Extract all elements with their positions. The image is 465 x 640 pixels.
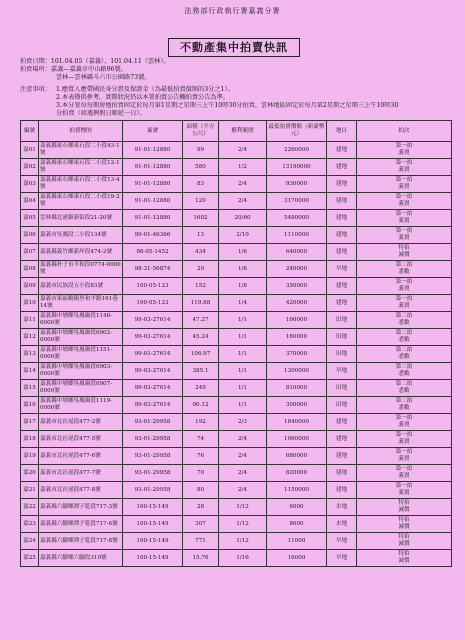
cell-id: 嘉20 (21, 465, 39, 482)
table-header-row (21, 121, 452, 142)
note-3: 3.本分署每每期房地拍賣固定於每月第1星期之星期三上午10時30分拍賣，雲林地區固定於每月第2星期之星期三上午10時30 (56, 102, 399, 109)
cell-area: 434 (183, 244, 219, 261)
cell-land-type: 田地 (327, 397, 357, 414)
cell-case-no: 99-01-46366 (123, 227, 183, 244)
table-row (21, 142, 452, 159)
cell-min-price: 820000 (267, 465, 327, 482)
table-row (21, 261, 452, 278)
cell-case-no: 100-15-149 (123, 533, 183, 550)
auction-table (20, 120, 452, 567)
cell-case-no: 93-01-29958 (123, 482, 183, 499)
cell-id: 嘉06 (21, 227, 39, 244)
cell-min-price: 680000 (267, 448, 327, 465)
cell-min-price: 13190000 (267, 159, 327, 176)
cell-id: 嘉18 (21, 431, 39, 448)
cell-land-type: 水地 (327, 499, 357, 516)
cell-min-price: 370000 (267, 346, 327, 363)
cell-case-no: 93-01-29958 (123, 465, 183, 482)
cell-land-type: 建地 (327, 159, 357, 176)
cell-id: 嘉07 (21, 244, 39, 261)
table-row (21, 210, 452, 227)
cell-land-type: 建地 (327, 176, 357, 193)
cell-round: 特拍 減價 (357, 499, 452, 516)
cell-land-type: 建地 (327, 278, 357, 295)
cell-property: 嘉義縣朴子市平和段0774-0000號 (39, 261, 123, 278)
cell-case-no: 98-05-1452 (123, 244, 183, 261)
cell-property: 嘉義縣六腳鄉潭子乾段717-6號 (39, 516, 123, 533)
cell-id: 嘉23 (21, 516, 39, 533)
cell-property: 嘉義縣六腳鄉潭子乾段717-8號 (39, 533, 123, 550)
cell-case-no: 91-01-12880 (123, 193, 183, 210)
cell-case-no: 100-05-123 (123, 278, 183, 295)
cell-land-type: 建地 (327, 414, 357, 431)
cell-area: 15.76 (183, 550, 219, 567)
cell-land-type: 田地 (327, 312, 357, 329)
cell-min-price: 640000 (267, 244, 327, 261)
auction-date: 拍賣日期：101.04.05（嘉義）、101.04.11（雲林）。 (20, 58, 170, 65)
cell-min-price: 5480000 (267, 210, 327, 227)
cell-land-type: 旱地 (327, 261, 357, 278)
cell-area: 580 (183, 159, 219, 176)
cell-land-type: 建地 (327, 482, 357, 499)
cell-case-no: 98-31-56874 (123, 261, 183, 278)
cell-area: 74 (183, 431, 219, 448)
cell-property: 嘉義市北社尾段477-2號 (39, 414, 123, 431)
cell-min-price: 420000 (267, 295, 327, 312)
header-rights: 權利範圍 (219, 121, 267, 142)
cell-rights: 1/12 (219, 516, 267, 533)
table-row (21, 482, 452, 499)
cell-land-type: 建地 (327, 431, 357, 448)
cell-id: 嘉04 (21, 193, 39, 210)
cell-area: 771 (183, 533, 219, 550)
cell-min-price: 1060000 (267, 431, 327, 448)
cell-land-type: 水地 (327, 516, 357, 533)
table-row (21, 380, 452, 397)
cell-case-no: 91-01-12880 (123, 142, 183, 159)
table-row (21, 431, 452, 448)
cell-rights: 2/10 (219, 227, 267, 244)
cell-round: 第一拍 義賣 (357, 193, 452, 210)
table-row (21, 465, 452, 482)
cell-rights: 1/6 (219, 261, 267, 278)
table-row (21, 448, 452, 465)
cell-rights: 1/1 (219, 329, 267, 346)
page-title: 不動產集中拍賣快訊 (168, 38, 300, 57)
cell-property: 嘉義市民族段五小段83號 (39, 278, 123, 295)
table-body (21, 142, 452, 567)
table-row (21, 533, 452, 550)
cell-round: 特拍 減價 (357, 244, 452, 261)
cell-case-no: 91-01-12880 (123, 176, 183, 193)
cell-area: 385.1 (183, 363, 219, 380)
cell-min-price: 160000 (267, 312, 327, 329)
cell-rights: 2/4 (219, 193, 267, 210)
auction-place: 拍賣場所：嘉義—嘉義市中山路96號。 (20, 66, 127, 73)
cell-property: 嘉義縣東石鄉東石段二小段13-4號 (39, 176, 123, 193)
cell-round: 第一拍 義賣 (357, 176, 452, 193)
cell-min-price: 2260000 (267, 142, 327, 159)
cell-rights: 2/4 (219, 142, 267, 159)
cell-round: 特拍 減價 (357, 533, 452, 550)
cell-id: 嘉15 (21, 380, 39, 397)
cell-round: 第二拍 悉數 (357, 380, 452, 397)
cell-case-no: 93-01-29958 (123, 448, 183, 465)
cell-round: 特拍 減價 (357, 516, 452, 533)
cell-min-price: 1110000 (267, 227, 327, 244)
cell-area: 80 (183, 482, 219, 499)
cell-round: 第一拍 義賣 (357, 278, 452, 295)
cell-id: 嘉13 (21, 346, 39, 363)
cell-round: 特拍 減價 (357, 550, 452, 567)
table-row (21, 363, 452, 380)
table-row (21, 295, 452, 312)
cell-rights: 1/1 (219, 363, 267, 380)
cell-case-no: 93-01-29958 (123, 414, 183, 431)
cell-property: 嘉義縣中埔鄉吳鳳廟段1146-0000號 (39, 312, 123, 329)
header-round: 拍次 (357, 121, 452, 142)
cell-id: 嘉25 (21, 550, 39, 567)
cell-case-no: 99-03-27614 (123, 363, 183, 380)
header-land-type: 地目 (327, 121, 357, 142)
cell-round: 第一拍 義賣 (357, 227, 452, 244)
table-row (21, 346, 452, 363)
cell-id: 嘉02 (21, 159, 39, 176)
cell-case-no: 100-15-149 (123, 550, 183, 567)
cell-min-price: 11000 (267, 533, 327, 550)
cell-land-type: 建地 (327, 193, 357, 210)
cell-land-type: 建地 (327, 142, 357, 159)
cell-land-type: 田地 (327, 329, 357, 346)
cell-rights: 1/16 (219, 550, 267, 567)
cell-property: 嘉義市北社尾段477-8號 (39, 482, 123, 499)
cell-case-no: 100-15-149 (123, 499, 183, 516)
cell-rights: 1/8 (219, 278, 267, 295)
cell-min-price: 930000 (267, 176, 327, 193)
header-area: 面積（平方公尺） (183, 121, 219, 142)
cell-property: 嘉義市北社尾段477-6號 (39, 448, 123, 465)
table-row (21, 499, 452, 516)
cell-rights: 2/3 (219, 414, 267, 431)
cell-case-no: 100-15-149 (123, 516, 183, 533)
cell-property: 嘉義縣東石鄉東石段二小段19-2號 (39, 193, 123, 210)
table-row (21, 278, 452, 295)
cell-land-type: 建地 (327, 448, 357, 465)
note-2: 2.本表僅供參考，實際狀況仍以本署拍賣公告欄拍賣公告為準。 (56, 94, 229, 101)
cell-land-type: 建地 (327, 295, 357, 312)
cell-area: 13 (183, 227, 219, 244)
cell-round: 第二拍 悉數 (357, 397, 452, 414)
cell-min-price: 160000 (267, 329, 327, 346)
cell-case-no: 91-01-12880 (123, 159, 183, 176)
cell-id: 嘉17 (21, 414, 39, 431)
cell-min-price: 6000 (267, 499, 327, 516)
cell-area: 76 (183, 448, 219, 465)
cell-min-price: 810000 (267, 380, 327, 397)
table-row (21, 550, 452, 567)
cell-case-no: 100-05-123 (123, 295, 183, 312)
cell-area: 90.12 (183, 397, 219, 414)
cell-area: 307 (183, 516, 219, 533)
cell-case-no: 99-03-27614 (123, 380, 183, 397)
agency-name: 法務部行政執行署嘉義分署 (184, 7, 281, 15)
cell-land-type: 旱地 (327, 363, 357, 380)
table-row (21, 176, 452, 193)
cell-rights: 20/60 (219, 210, 267, 227)
table-row (21, 227, 452, 244)
cell-id: 嘉21 (21, 482, 39, 499)
cell-rights: 1/12 (219, 533, 267, 550)
cell-rights: 2/4 (219, 482, 267, 499)
cell-min-price: 1150000 (267, 482, 327, 499)
cell-case-no: 99-03-27614 (123, 397, 183, 414)
cell-id: 嘉05 (21, 210, 39, 227)
notes-label: 注意事項： (20, 86, 51, 93)
cell-id: 嘉10 (21, 295, 39, 312)
cell-id: 嘉09 (21, 278, 39, 295)
table-row (21, 244, 452, 261)
note-1: 1.應買人應帶國民身分證及保證金（為最低拍賣價額的3分之1）。 (56, 86, 234, 93)
cell-id: 嘉03 (21, 176, 39, 193)
cell-property: 嘉義市東區鶴陽里和平路161巷14號 (39, 295, 123, 312)
cell-id: 嘉14 (21, 363, 39, 380)
cell-property: 嘉義縣六腳鄉六腳段310號 (39, 550, 123, 567)
cell-min-price: 350000 (267, 278, 327, 295)
cell-round: 第一拍 義賣 (357, 465, 452, 482)
cell-area: 119.88 (183, 295, 219, 312)
note-3-continued: 分拍賣（如遇例假日順延一日）。 (56, 110, 146, 117)
header-id: 編號 (21, 121, 39, 142)
cell-property: 嘉義縣義竹鄉新岸段474-2號 (39, 244, 123, 261)
cell-rights: 1/12 (219, 499, 267, 516)
cell-rights: 1/1 (219, 312, 267, 329)
header-property: 拍賣標的 (39, 121, 123, 142)
cell-min-price: 1300000 (267, 363, 327, 380)
cell-land-type: 建地 (327, 244, 357, 261)
cell-rights: 1/1 (219, 346, 267, 363)
table-row (21, 329, 452, 346)
cell-land-type: 建地 (327, 227, 357, 244)
cell-area: 120 (183, 193, 219, 210)
cell-property: 嘉義縣東石鄉東石段二小段43-1號 (39, 142, 123, 159)
cell-round: 第一拍 義賣 (357, 210, 452, 227)
cell-id: 嘉08 (21, 261, 39, 278)
cell-id: 嘉24 (21, 533, 39, 550)
cell-property: 嘉義縣東石鄉東石段二小段12-1號 (39, 159, 123, 176)
cell-round: 第一拍 義賣 (357, 295, 452, 312)
table-row (21, 516, 452, 533)
table-row (21, 159, 452, 176)
cell-area: 28 (183, 499, 219, 516)
header-case-no: 案號 (123, 121, 183, 142)
cell-rights: 1/6 (219, 244, 267, 261)
header-min-price: 最低拍賣價額（新臺幣元） (267, 121, 327, 142)
cell-property: 嘉義縣六腳鄉潭子乾段717-3號 (39, 499, 123, 516)
cell-area: 192 (183, 414, 219, 431)
cell-id: 嘉12 (21, 329, 39, 346)
cell-land-type: 旱地 (327, 533, 357, 550)
cell-property: 嘉義縣中埔鄉吳鳳廟段0907-0000號 (39, 380, 123, 397)
cell-round: 第一拍 義賣 (357, 482, 452, 499)
table-row (21, 193, 452, 210)
cell-round: 第一拍 義賣 (357, 431, 452, 448)
cell-min-price: 8000 (267, 516, 327, 533)
cell-property: 嘉義縣中埔鄉吳鳳廟段1119-0000號 (39, 397, 123, 414)
cell-land-type: 田地 (327, 346, 357, 363)
cell-rights: 1/1 (219, 380, 267, 397)
cell-rights: 1/4 (219, 295, 267, 312)
cell-rights: 2/4 (219, 448, 267, 465)
cell-min-price: 1840000 (267, 414, 327, 431)
cell-rights: 2/4 (219, 465, 267, 482)
cell-round: 第二拍 悉數 (357, 363, 452, 380)
cell-id: 嘉22 (21, 499, 39, 516)
cell-id: 嘉16 (21, 397, 39, 414)
cell-area: 29 (183, 261, 219, 278)
cell-area: 249 (183, 380, 219, 397)
cell-land-type: 建地 (327, 465, 357, 482)
cell-property: 嘉義市吳鳳段二小段134號 (39, 227, 123, 244)
cell-property: 雲林縣北港鎮新街段21-20號 (39, 210, 123, 227)
cell-round: 第二拍 悉數 (357, 346, 452, 363)
auction-place-2: 雲林—雲林縣斗六市公園路73號。 (56, 74, 151, 81)
cell-round: 第一拍 義賣 (357, 414, 452, 431)
cell-round: 第一拍 義賣 (357, 142, 452, 159)
cell-land-type: 旱地 (327, 550, 357, 567)
cell-round: 第二拍 悉數 (357, 261, 452, 278)
cell-min-price: 3170000 (267, 193, 327, 210)
cell-property: 嘉義市北社尾段477-5號 (39, 431, 123, 448)
cell-round: 第一拍 義賣 (357, 448, 452, 465)
table-row (21, 397, 452, 414)
cell-property: 嘉義市北社尾段477-7號 (39, 465, 123, 482)
cell-id: 嘉19 (21, 448, 39, 465)
cell-area: 83 (183, 176, 219, 193)
cell-case-no: 99-03-27614 (123, 346, 183, 363)
cell-rights: 2/4 (219, 431, 267, 448)
cell-property: 嘉義縣中埔鄉吳鳳廟段0903-0000號 (39, 363, 123, 380)
cell-round: 第二拍 悉數 (357, 329, 452, 346)
cell-rights: 1/1 (219, 397, 267, 414)
cell-area: 99 (183, 142, 219, 159)
cell-id: 嘉11 (21, 312, 39, 329)
cell-min-price: 300000 (267, 397, 327, 414)
cell-area: 45.24 (183, 329, 219, 346)
cell-property: 嘉義縣中埔鄉吳鳳廟段0902-0000號 (39, 329, 123, 346)
cell-round: 第一拍 義賣 (357, 159, 452, 176)
cell-case-no: 99-03-27614 (123, 312, 183, 329)
cell-area: 47.27 (183, 312, 219, 329)
cell-min-price: 240000 (267, 261, 327, 278)
table-row (21, 312, 452, 329)
cell-id: 嘉01 (21, 142, 39, 159)
cell-area: 1602 (183, 210, 219, 227)
cell-rights: 2/4 (219, 176, 267, 193)
table-row (21, 414, 452, 431)
cell-land-type: 建地 (327, 210, 357, 227)
cell-area: 152 (183, 278, 219, 295)
cell-case-no: 93-01-29958 (123, 431, 183, 448)
cell-area: 106.97 (183, 346, 219, 363)
cell-case-no: 91-01-12880 (123, 210, 183, 227)
cell-round: 第二拍 悉數 (357, 312, 452, 329)
cell-min-price: 16000 (267, 550, 327, 567)
cell-land-type: 田地 (327, 380, 357, 397)
cell-area: 70 (183, 465, 219, 482)
cell-case-no: 99-03-27614 (123, 329, 183, 346)
cell-property: 嘉義縣中埔鄉吳鳳廟段1151-0000號 (39, 346, 123, 363)
cell-rights: 1/2 (219, 159, 267, 176)
